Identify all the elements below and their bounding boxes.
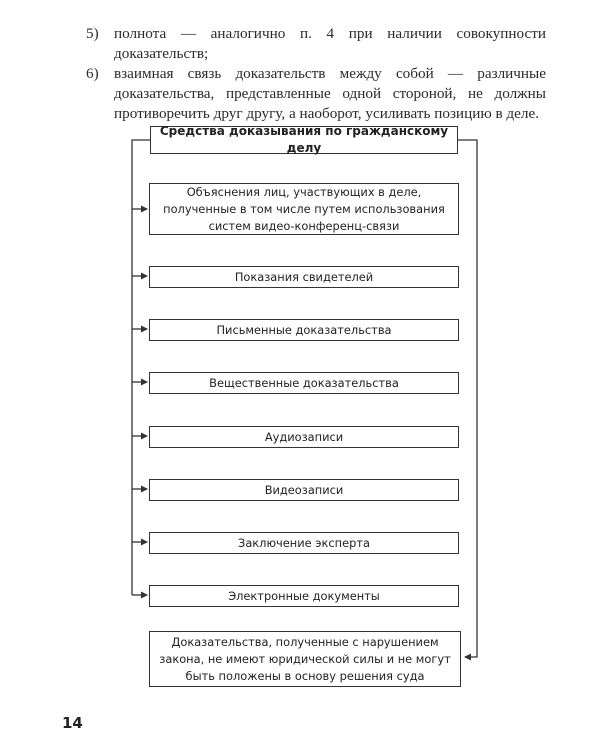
page-number: 14 — [62, 714, 83, 732]
diagram-title: Средства доказывания по гражданскому делу — [159, 124, 449, 155]
diagram-item-label: Аудиозаписи — [264, 429, 344, 444]
diagram-item-box — [149, 372, 459, 394]
diagram-title-box — [150, 126, 458, 154]
diagram-item-label: Письменные доказательства — [216, 322, 392, 337]
diagram-item-box — [149, 426, 459, 448]
diagram-item-label: Заключение эксперта — [238, 535, 370, 550]
diagram-item-box — [149, 319, 459, 341]
diagram-item-label: Видеозаписи — [264, 482, 344, 497]
diagram-item-label: Вещественные доказательства — [209, 375, 399, 390]
diagram-item-label: Объяснения лиц, участвующих в деле, полученные в том числе путем использования систем видео-конференц-связи — [163, 184, 445, 233]
list-number: 6) — [86, 65, 99, 82]
diagram-item-box — [149, 585, 459, 607]
left-bracket-line — [132, 140, 150, 595]
diagram-item-box — [149, 479, 459, 501]
diagram-bottom-note: Доказательства, полученные с нарушением закона, не имеют юридической силы и не могут быть положены в основу решения суда — [159, 634, 451, 683]
diagram-bottom-note-box — [149, 631, 461, 687]
diagram-item-box — [149, 532, 459, 554]
diagram-item-box — [149, 183, 459, 235]
diagram-item-label: Показания свидетелей — [234, 269, 374, 284]
list-number: 5) — [86, 25, 99, 42]
diagram-item-label: Электронные документы — [228, 588, 380, 603]
diagram-item-box — [149, 266, 459, 288]
list-text: полнота — аналогично п. 4 при наличии совокупности доказательств; — [114, 25, 546, 62]
list-text: взаимная связь доказательств между собой — различные доказательства, представленные одной стороной, не должны противоречить друг другу, а наоборот, усиливать позицию в деле. — [114, 65, 546, 122]
right-bracket-line — [458, 140, 477, 657]
